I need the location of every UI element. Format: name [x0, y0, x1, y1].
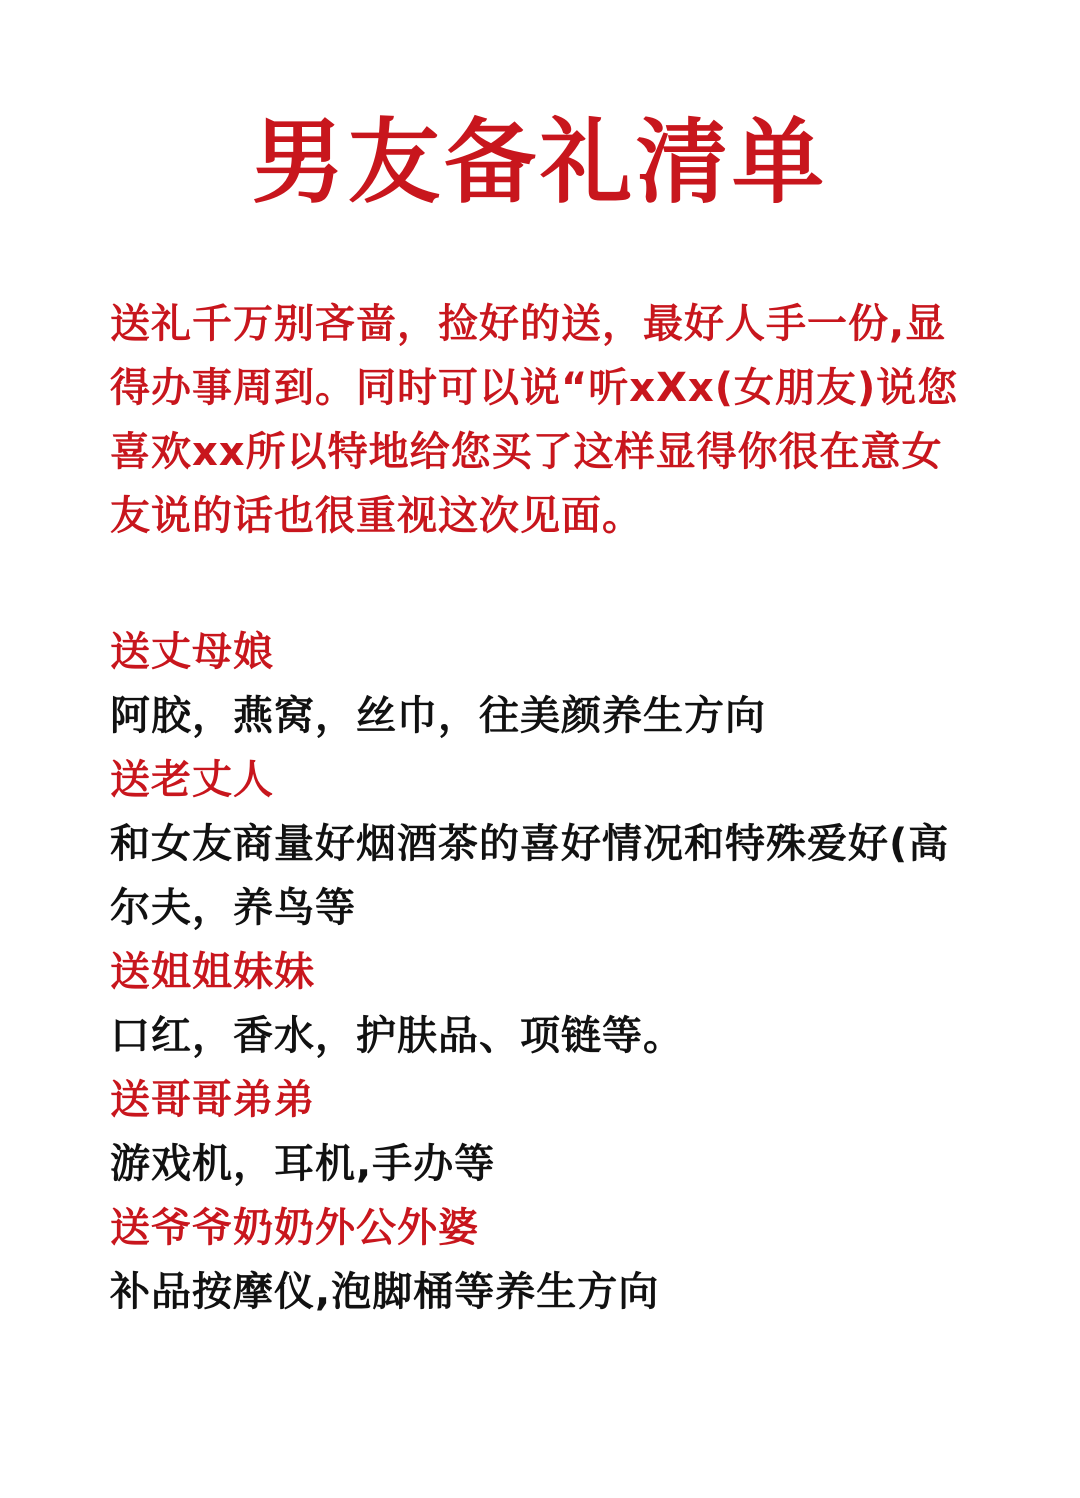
section-body: 和女友商量好烟酒茶的喜好情况和特殊爱好(高尔夫，养鸟等: [110, 821, 950, 931]
section-mother-in-law: [110, 620, 970, 748]
section-brothers: [110, 1068, 970, 1196]
section-sisters: [110, 940, 970, 1068]
section-heading: 送姐姐妹妹: [110, 949, 315, 995]
section-father-in-law: [110, 748, 970, 940]
section-body: 口红，香水，护肤品、项链等。: [110, 1013, 684, 1059]
section-body: 游戏机，耳机,手办等: [110, 1141, 496, 1187]
gift-sections: [110, 620, 970, 1324]
section-heading: 送爷爷奶奶外公外婆: [110, 1205, 479, 1251]
section-body: 阿胶，燕窝，丝巾，往美颜养生方向: [110, 693, 766, 739]
section-heading: 送老丈人: [110, 757, 274, 803]
page-title: 男友备礼清单: [251, 109, 828, 216]
section-heading: 送哥哥弟弟: [110, 1077, 315, 1123]
intro-paragraph: 送礼千万别吝啬，捡好的送，最好人手一份,显得办事周到。同时可以说“听xXx(女朋友)说您喜欢xx所以特地给您买了这样显得你很在意女友说的话也很重视这次见面。: [110, 301, 959, 539]
section-heading: 送丈母娘: [110, 629, 274, 675]
section-body: 补品按摩仪,泡脚桶等养生方向: [110, 1269, 660, 1315]
section-grandparents: [110, 1196, 970, 1324]
